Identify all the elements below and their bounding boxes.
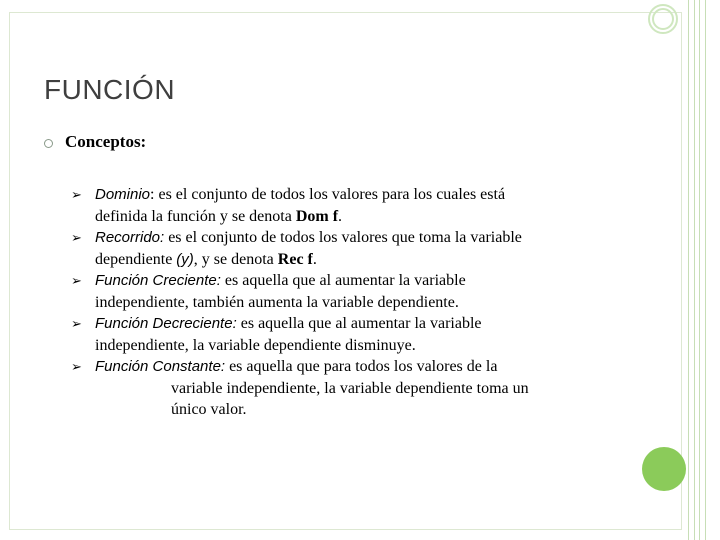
definition-cont: variable independiente, la variable dependiente toma un único valor. bbox=[171, 379, 529, 418]
section-heading: Conceptos: bbox=[65, 132, 147, 151]
slide-title: FUNCIÓN bbox=[44, 74, 176, 105]
arrow-bullet-icon: ➢ bbox=[71, 359, 82, 374]
definition-cont: , y se denota bbox=[193, 250, 278, 268]
list-item bbox=[71, 270, 561, 313]
arrow-bullet-icon: ➢ bbox=[71, 187, 82, 202]
definition: es el conjunto de todos los valores que toma la variable dependiente bbox=[95, 229, 522, 268]
punctuation: . bbox=[312, 250, 317, 268]
list-item bbox=[71, 184, 561, 227]
term: Función Constante: bbox=[95, 358, 226, 375]
term: Dominio bbox=[95, 186, 151, 203]
definition: : es el conjunto de todos los valores para los cuales está definida la función y se denota bbox=[95, 186, 506, 225]
term: Función Decreciente: bbox=[95, 315, 237, 332]
definition: es aquella que al aumentar la variable independiente, también aumenta la variable dependiente. bbox=[95, 272, 466, 311]
arrow-bullet-icon: ➢ bbox=[71, 230, 82, 245]
concept-list bbox=[71, 184, 561, 421]
decorative-ring-icon bbox=[652, 8, 674, 30]
list-item bbox=[71, 227, 561, 270]
definition: es aquella que para todos los valores de la bbox=[225, 358, 498, 375]
variable: (y) bbox=[176, 250, 194, 268]
decorative-line bbox=[705, 0, 706, 540]
arrow-bullet-icon: ➢ bbox=[71, 273, 82, 288]
green-circle-icon bbox=[642, 447, 686, 491]
notation: Rec f bbox=[277, 250, 313, 268]
circle-bullet-icon bbox=[44, 139, 53, 148]
punctuation: . bbox=[338, 207, 343, 225]
arrow-bullet-icon: ➢ bbox=[71, 316, 82, 331]
decorative-line bbox=[688, 0, 689, 540]
definition: es aquella que al aumentar la variable independiente, la variable dependiente disminuye. bbox=[95, 315, 482, 354]
notation: Dom f bbox=[295, 207, 339, 225]
list-item bbox=[71, 313, 561, 356]
decorative-line bbox=[699, 0, 700, 540]
decorative-line bbox=[694, 0, 695, 540]
term: Función Creciente: bbox=[95, 272, 221, 289]
list-item bbox=[71, 356, 561, 421]
term: Recorrido: bbox=[95, 229, 165, 246]
